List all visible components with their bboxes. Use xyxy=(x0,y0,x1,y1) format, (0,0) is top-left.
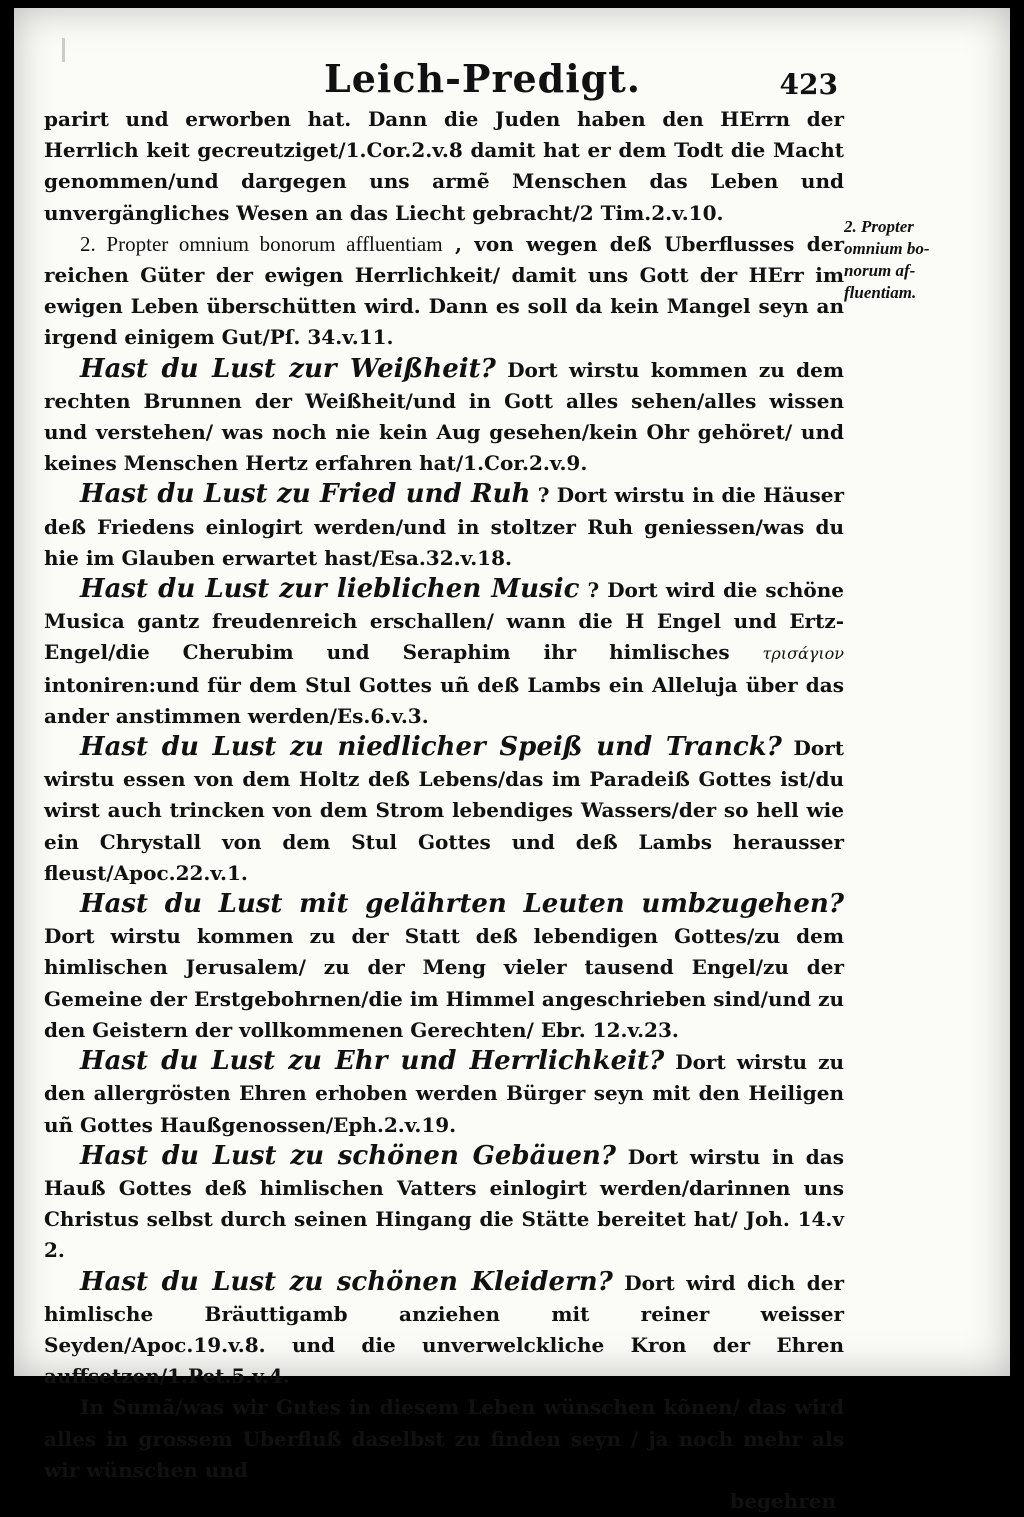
paragraph-text: ? Dort wirstu in die Häuser deß Friedens einlogirt werden/und in stoltzer Ruh geniessen/was du hie im Glauben erwartet hast/Esa.32.v.18. xyxy=(44,483,844,570)
paragraph-text: Dort wird dich der himlische Bräuttigamb anziehen mit reiner weisser Seyden/Apoc.19.v.8. und die unverwelckliche Kron der Ehren auffsetzen/1.Pet.5.v.4. xyxy=(44,1270,844,1389)
greek-word: τρισάγιον xyxy=(762,644,844,664)
paragraph-fried xyxy=(44,479,844,574)
book-page xyxy=(14,8,1010,1513)
running-title: Leich-Predigt. xyxy=(324,56,641,101)
paragraph-speiss xyxy=(44,732,844,889)
paragraph-text: Dort wirstu kommen zu dem rechten Brunnen der Weißheit/und in Gott alles sehen/alles wissen und verstehen/ was noch nie kein Aug gesehen/kein Ohr gehöret/ und keines Menschen Hertz erfahren hat/1.Cor.2.v.9. xyxy=(44,357,844,476)
paragraph-heading: Hast du Lust zur lieblichen Music xyxy=(80,574,580,605)
page-header xyxy=(14,48,1010,108)
paragraph-heading: Hast du Lust mit gelährten Leuten umbzugehen? xyxy=(80,889,844,920)
paragraph-heading: Hast du Lust zur Weißheit? xyxy=(80,353,496,384)
paragraph-text: In Sumã/was wir Gutes in diesem Leben wünschen kõnen/ das wird alles in grossem Uberfluß daselbst zu finden seyn / ja noch mehr als wir wünschen und xyxy=(44,1395,844,1482)
paragraph-heading: Hast du Lust zu Ehr und Herrlichkeit? xyxy=(80,1046,665,1077)
paragraph-weisheit xyxy=(44,354,844,480)
catchword: begehren xyxy=(730,1488,836,1513)
paragraph-text: parirt und erworben hat. Dann die Juden haben den HErrn der Herrlich keit gecreutziget/1.Cor.2.v.8 damit hat er dem Todt die Macht genommen/und dargegen uns armẽ Menschen das Leben und unvergängliches Wesen an das Liecht gebracht/2 Tim.2.v.10. xyxy=(44,107,844,225)
margin-note-line: 2. Propter xyxy=(844,217,914,236)
margin-note-line: omnium bo- xyxy=(844,239,930,258)
main-text xyxy=(44,104,844,1517)
paragraph-gelahrte xyxy=(44,889,844,1046)
paragraph-text: ? Dort wird die schöne Musica gantz freudenreich erschallen/ wann die H Engel und Ertz-Engel/die Cherubim und Seraphim ihr himlisches xyxy=(44,578,844,665)
latin-phrase: 2. Propter omnium bonorum affluentiam xyxy=(80,231,443,256)
paragraph-heading: Hast du Lust zu niedlicher Speiß und Tranck? xyxy=(80,732,782,763)
paragraph-propter xyxy=(44,229,844,354)
paragraph-kleider xyxy=(44,1267,844,1393)
paragraph-heading: Hast du Lust zu schönen Gebäuen? xyxy=(80,1140,616,1171)
paragraph-intro xyxy=(44,104,844,229)
paragraph-heading: Hast du Lust zu schönen Kleidern? xyxy=(80,1266,613,1297)
paragraph-music xyxy=(44,574,844,732)
margin-note-line: norum af- xyxy=(844,261,916,280)
paragraph-ehr xyxy=(44,1046,844,1141)
paragraph-text: Dort wirstu essen von dem Holtz deß Lebens/das im Paradeiß Gottes ist/du wirst auch trincken von dem Strom lebendiges Wassers/der so hell wie ein Chrystall von dem Stul Gottes und deß Lambs herausser fleust/Apoc.22.v.1. xyxy=(44,736,844,885)
paragraph-text: , von wegen deß Uberflusses der reichen Güter der ewigen Herrlichkeit/ damit uns Gott der HErr im ewigen Leben überschütten wird. Dann es soll da kein Mangel seyn an irgend einigem Gut/Pſ. 34.v.11. xyxy=(44,231,845,350)
page-number: 423 xyxy=(779,68,838,101)
paragraph-text: Dort wirstu kommen zu der Statt deß lebendigen Gottes/zu dem himlischen Jerusalem/ zu der Meng vieler tausend Engel/zu der Gemeine der Erstgebohrnen/die im Himmel angeschrieben sind/und zu den Geistern der vollkommenen Gerechten/ Ebr. 12.v.23. xyxy=(44,924,844,1042)
paragraph-heading: Hast du Lust zu Fried und Ruh xyxy=(80,479,531,510)
paragraph-text: Dort wirstu in das Hauß Gottes deß himlischen Vatters einlogirt werden/darinnen uns Christus selbst durch seinen Hingang die Stätte bereitet hat/ Joh. 14.v 2. xyxy=(44,1144,844,1263)
paragraph-text: Dort wirstu zu den allergrösten Ehren erhoben werden Bürger seyn mit den Heiligen uñ Gottes Haußgenossen/Eph.2.v.19. xyxy=(44,1050,844,1137)
paragraph-gebaeu xyxy=(44,1141,844,1267)
margin-note-line: fluentiam. xyxy=(844,283,917,302)
paragraph-text: intoniren:und für dem Stul Gottes uñ deß Lambs ein Alleluja über das ander anstimmen werden/Es.6.v.3. xyxy=(44,672,844,728)
paragraph-summa xyxy=(44,1392,844,1486)
margin-note xyxy=(844,216,968,304)
